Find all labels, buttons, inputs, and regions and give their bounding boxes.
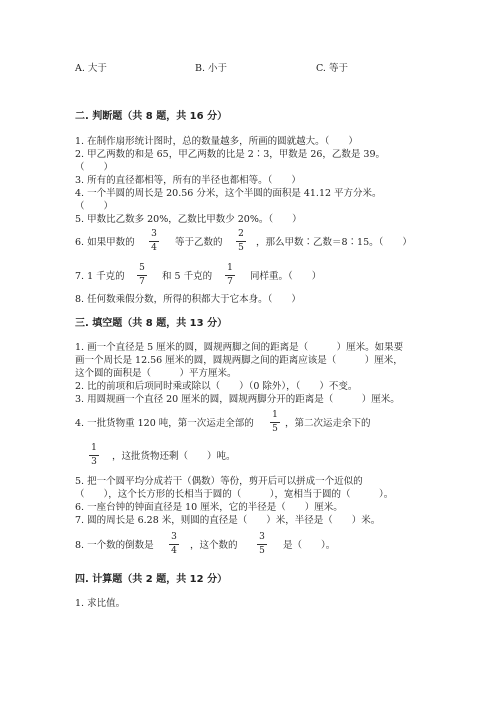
fraction-denominator: 5 bbox=[259, 546, 265, 556]
judge-q7-part2: 和 5 千克的 bbox=[162, 271, 213, 282]
judge-q6-part1: 6. 如果甲数的 bbox=[75, 237, 135, 248]
judge-q7-part1: 7. 1 千克的 bbox=[75, 271, 125, 282]
judge-q6-part3: ，那么甲数∶乙数＝8∶15。（ ） bbox=[256, 237, 412, 248]
fraction-bar bbox=[169, 544, 179, 545]
judge-q1: 1. 在制作扇形统计图时，总的数量越多，所画的圆就越大。（ ） bbox=[75, 136, 358, 147]
fraction-bar bbox=[236, 241, 246, 242]
fill-q4-part2: ，第二次运走余下的 bbox=[285, 418, 371, 429]
fill-q3: 3. 用圆规画一个直径 20 厘米的圆，圆规两脚分开的距离是（ ）厘米。 bbox=[75, 394, 400, 405]
fill-q1-line3: 这个圆的面积是（ ）平方厘米。 bbox=[75, 368, 237, 379]
fill-q8-fraction-1 bbox=[168, 532, 180, 557]
fill-q8-part3: 是（ ）。 bbox=[283, 540, 336, 551]
option-c: C. 等于 bbox=[316, 63, 348, 74]
fraction-numerator: 3 bbox=[259, 532, 265, 542]
fill-q8-part1: 8. 一个数的倒数是 bbox=[75, 540, 154, 551]
fraction-denominator: 7 bbox=[227, 277, 233, 287]
fill-q5-line1: 5. 把一个圆平均分成若干（偶数）等份，剪开后可以拼成一个近似的 bbox=[75, 476, 363, 487]
judge-q7-fraction-2 bbox=[224, 263, 236, 288]
judge-q4-blank: （ ） bbox=[75, 201, 114, 212]
judge-q8: 8. 任何数乘假分数，所得的积都大于它本身。（ ） bbox=[75, 294, 301, 305]
fraction-denominator: 5 bbox=[238, 243, 244, 253]
fill-q6: 6. 一座台钟的钟面直径是 10 厘米，它的半径是（ ）厘米。 bbox=[75, 502, 343, 513]
fraction-numerator: 5 bbox=[139, 263, 145, 273]
fraction-numerator: 2 bbox=[238, 229, 244, 239]
fill-q4-part1: 4. 一批货物重 120 吨，第一次运走全部的 bbox=[75, 418, 254, 429]
judge-q6-fraction-1 bbox=[148, 229, 160, 254]
judge-q6-fraction-2 bbox=[235, 229, 247, 254]
fill-q4-fraction-1 bbox=[269, 410, 281, 435]
fill-q5-line2: （ ），这个长方形的长相当于圆的（ ），宽相当于圆的（ ）。 bbox=[75, 489, 394, 500]
fill-q8-part2: ，这个数的 bbox=[190, 540, 238, 551]
fraction-denominator: 3 bbox=[91, 457, 97, 467]
fraction-denominator: 4 bbox=[151, 243, 157, 253]
fraction-numerator: 3 bbox=[171, 532, 177, 542]
section-title-judge: 二. 判断题（共 8 题，共 16 分） bbox=[75, 111, 228, 122]
judge-q2-blank: （ ） bbox=[75, 162, 114, 173]
fill-q7: 7. 圆的周长是 6.28 米，则圆的直径是（ ）米，半径是（ ）米。 bbox=[75, 515, 381, 526]
judge-q2: 2. 甲乙两数的和是 65，甲乙两数的比是 2∶3，甲数是 26，乙数是 39。 bbox=[75, 149, 386, 160]
fraction-denominator: 4 bbox=[171, 546, 177, 556]
fill-q8-fraction-2 bbox=[256, 532, 268, 557]
fraction-bar bbox=[270, 422, 280, 423]
fraction-numerator: 3 bbox=[151, 229, 157, 239]
fraction-bar bbox=[225, 275, 235, 276]
judge-q6-part2: 等于乙数的 bbox=[175, 237, 223, 248]
fill-q2: 2. 比的前项和后项同时乘或除以（ ）（0 除外），（ ）不变。 bbox=[75, 381, 358, 392]
option-b: B. 小于 bbox=[195, 63, 228, 74]
fill-q4-fraction-2 bbox=[88, 443, 100, 468]
section-title-calc: 四. 计算题（共 2 题，共 12 分） bbox=[75, 574, 228, 585]
fill-q1-line1: 1. 画一个直径是 5 厘米的圆，圆规两脚之间的距离是（ ）厘米。如果要 bbox=[75, 342, 404, 353]
judge-q5: 5. 甲数比乙数多 20%，乙数比甲数少 20%。（ ） bbox=[75, 214, 302, 225]
fraction-denominator: 5 bbox=[272, 424, 278, 434]
fill-q1-line2: 画一个周长是 12.56 厘米的圆，圆规两脚之间的距离应该是（ ）厘米， bbox=[75, 355, 403, 366]
judge-q7-part3: 同样重。（ ） bbox=[250, 271, 322, 282]
fraction-bar bbox=[149, 241, 159, 242]
judge-q7-fraction-1 bbox=[136, 263, 148, 288]
calc-q1: 1. 求比值。 bbox=[75, 598, 126, 609]
fraction-denominator: 7 bbox=[139, 277, 145, 287]
option-a: A. 大于 bbox=[75, 63, 107, 74]
judge-q4: 4. 一个半圆的周长是 20.56 分米，这个半圆的面积是 41.12 平方分米。 bbox=[75, 188, 382, 199]
fraction-numerator: 1 bbox=[227, 263, 233, 273]
fraction-numerator: 1 bbox=[91, 443, 97, 453]
fraction-bar bbox=[89, 455, 99, 456]
judge-q3: 3. 所有的直径都相等，所有的半径也都相等。（ ） bbox=[75, 175, 301, 186]
fill-q4-part3: ，这批货物还剩（ ）吨。 bbox=[112, 451, 236, 462]
fraction-numerator: 1 bbox=[272, 410, 278, 420]
section-title-fill: 三. 填空题（共 8 题，共 13 分） bbox=[75, 318, 228, 329]
fraction-bar bbox=[257, 544, 267, 545]
fraction-bar bbox=[137, 275, 147, 276]
